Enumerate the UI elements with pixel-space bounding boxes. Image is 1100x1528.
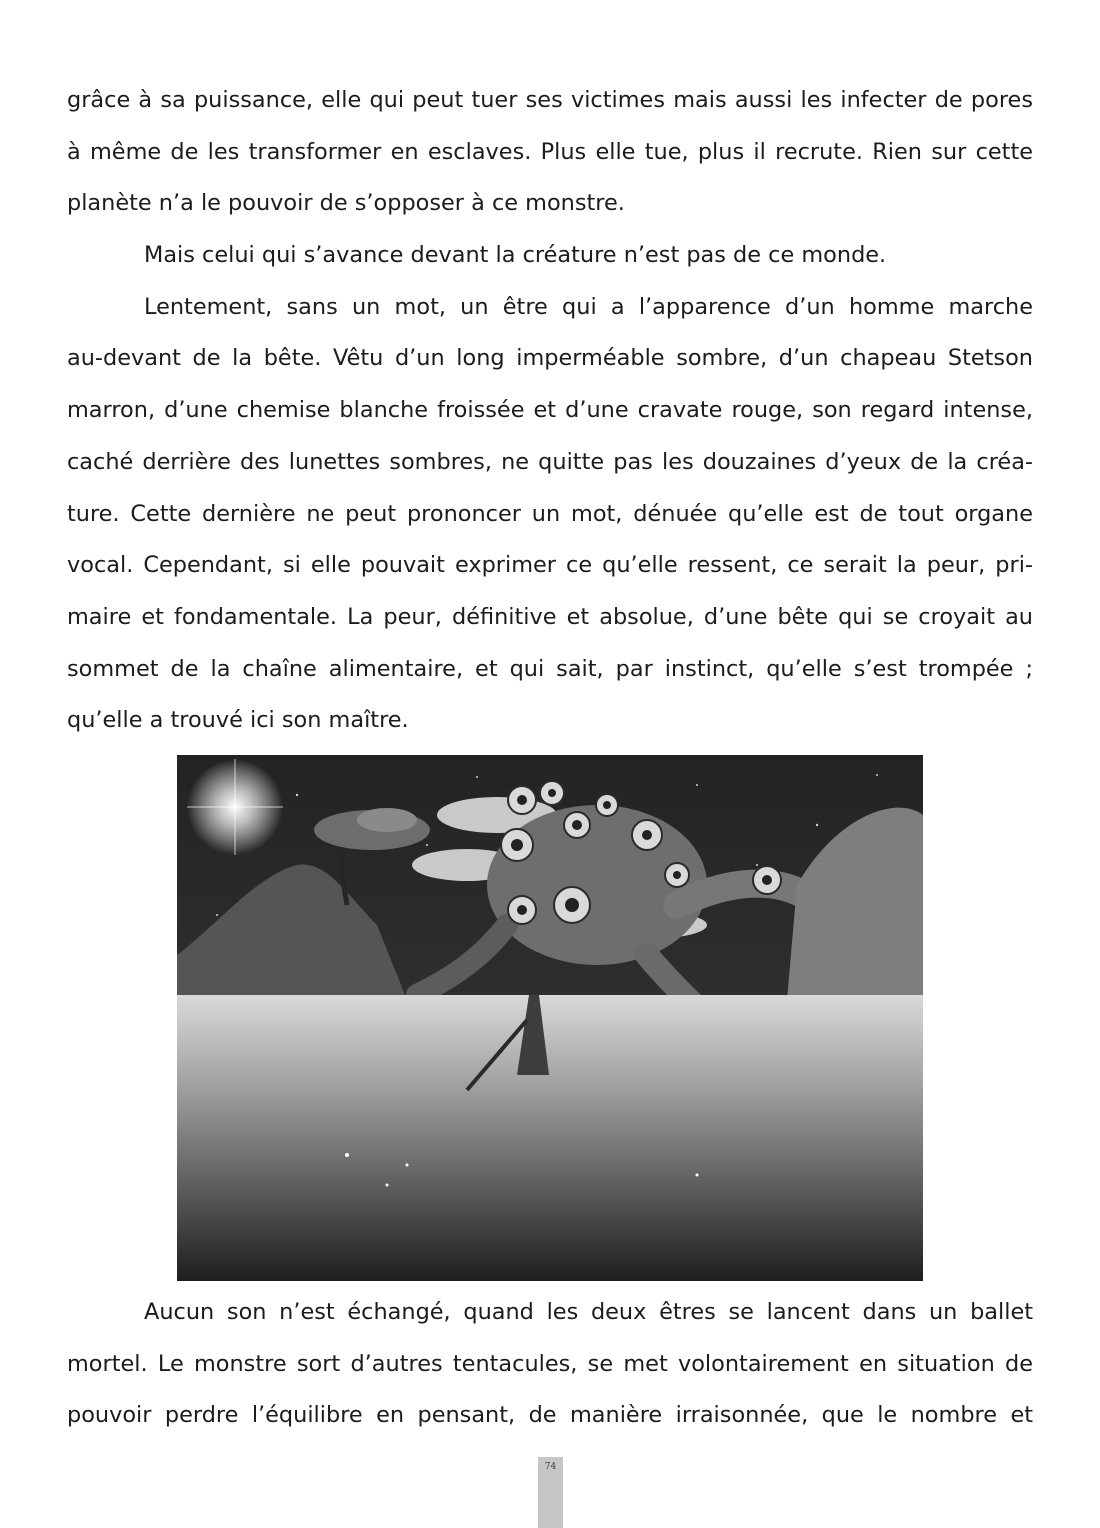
text-line: caché derrière des lunettes sombres, ne quitte pas les douzaines d’yeux de la créa-	[67, 448, 1033, 475]
page-number: 74	[544, 1462, 557, 1472]
text-line: vocal. Cependant, si elle pouvait exprimer ce qu’elle ressent, ce serait la peur, pri-	[67, 552, 1033, 579]
text-line: Aucun son n’est échangé, quand les deux êtres se lancent dans un ballet	[144, 1299, 1033, 1325]
illustration	[177, 755, 923, 1281]
text-line: au-devant de la bête. Vêtu d’un long imperméable sombre, d’un chapeau Stetson	[67, 345, 1033, 372]
water	[177, 995, 923, 1281]
text-line: Lentement, sans un mot, un être qui a l’apparence d’un homme marche	[144, 293, 1033, 320]
text-line: à même de les transformer en esclaves. Plus elle tue, plus il recrute. Rien sur cette	[67, 138, 1033, 165]
text-line: pouvoir perdre l’équilibre en pensant, de manière irraisonnée, que le nombre et	[67, 1402, 1033, 1429]
text-line: sommet de la chaîne alimentaire, et qui sait, par instinct, qu’elle s’est trompée ;	[67, 655, 1033, 682]
page-number-tab	[538, 1457, 563, 1528]
text-line: planète n’a le pouvoir de s’opposer à ce monstre.	[67, 190, 625, 217]
text-line: Mais celui qui s’avance devant la créature n’est pas de ce monde.	[144, 242, 887, 269]
illustration-night-scene-icon	[177, 755, 923, 1281]
text-line: qu’elle a trouvé ici son maître.	[67, 707, 409, 734]
text-line: maire et fondamentale. La peur, définitive et absolue, d’une bête qui se croyait au	[67, 603, 1033, 630]
text-line: marron, d’une chemise blanche froissée et d’une cravate rouge, son regard intense,	[67, 397, 1033, 424]
text-line: mortel. Le monstre sort d’autres tentacules, se met volontairement en situation de	[67, 1350, 1033, 1377]
text-line: ture. Cette dernière ne peut prononcer un mot, dénuée qu’elle est de tout organe	[67, 500, 1033, 527]
text-block-top	[67, 75, 1033, 747]
text-block-bottom	[67, 1287, 1033, 1442]
text-line: grâce à sa puissance, elle qui peut tuer ses victimes mais aussi les infecter de pores	[67, 87, 1033, 113]
